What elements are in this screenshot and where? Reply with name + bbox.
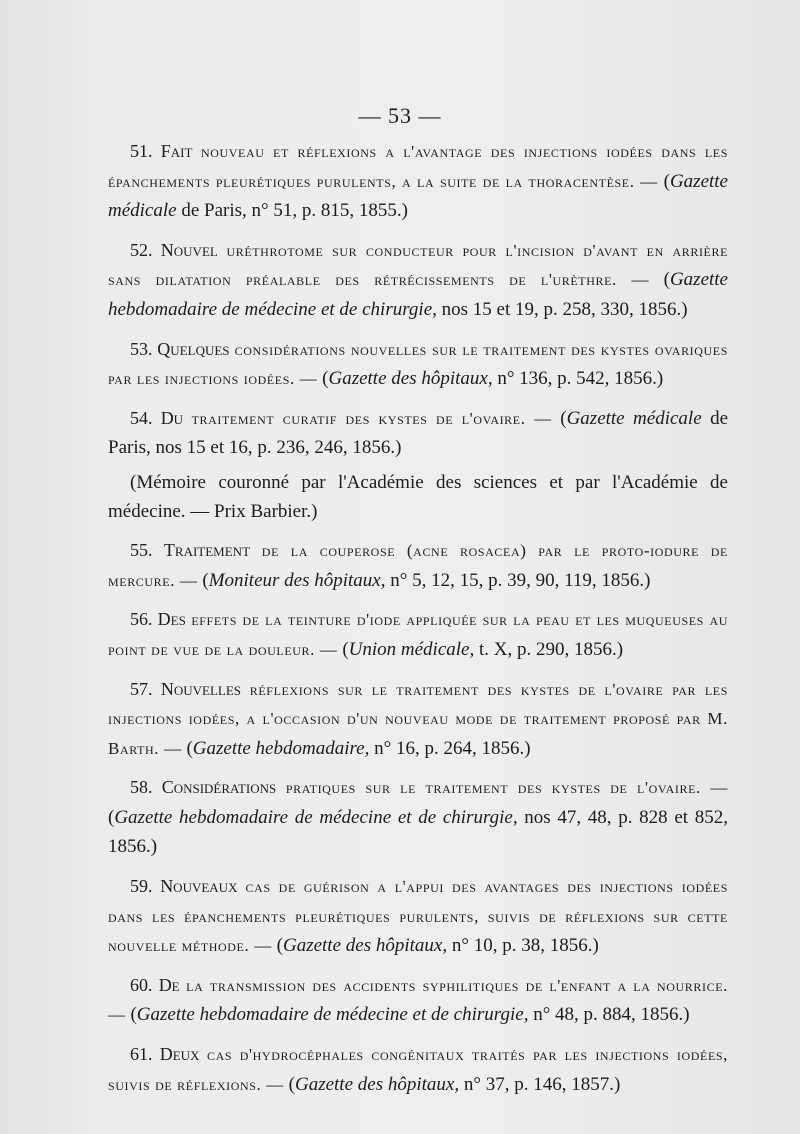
bibliography-entry: 58. Considérations pratiques sur le traitement des kystes de l'ovaire. — (Gazette hebdomadaire de médecine et de chirurgie, nos 47, 48, p. 828 et 852, 1856.)	[108, 777, 728, 858]
entry-title: nouveau et réflexions a l'avantage des injections iodées dans les épanchements pleurétiques purulents, a la suite de la thoracentèse. —	[108, 142, 728, 191]
entry-lead: Des	[157, 609, 186, 630]
bibliography-entry: 55. Traitement de la couperose (acne rosacea) par le proto-iodure de mercure. — (Moniteur des hôpitaux, n° 5, 12, 15, p. 39, 90, 119, 1856.)	[108, 540, 728, 591]
publication-details: n° 5, 12, 15, p. 39, 90, 119, 1856.)	[385, 569, 651, 591]
entry-lead: Du	[160, 407, 184, 428]
bibliography-entry: 59. Nouveaux cas de guérison a l'appui des avantages des injections iodées dans les épanchements pleurétiques purulents, suivis de réflexions sur cette nouvelle méthode. — (Gazette des hôpitaux, n° 10, p. 38, 1856.)	[108, 876, 729, 957]
publication-details: n° 10, p. 38, 1856.)	[447, 935, 599, 957]
bibliography-entry: 53. Quelques considérations nouvelles sur le traitement des kystes ovariques par les injections iodées. — (Gazette des hôpitaux, n° 136, p. 542, 1856.)	[108, 338, 729, 390]
entry-title: considérations nouvelles sur le traitement des kystes ovariques par les injections iodées. —	[108, 339, 729, 389]
entry-title: la transmission des accidents syphilitiques de l'enfant a la nourrice. —	[108, 975, 728, 1025]
publication-name: Gazette hebdomadaire de médecine et de chirurgie,	[136, 1004, 529, 1026]
bibliography-entry: 57. Nouvelles réflexions sur le traitement des kystes de l'ovaire par les injections iodées, a l'occasion d'un nouveau mode de traitement proposé par M. Barth. — (Gazette hebdomadaire, n° 16, p. 264, 1856.)	[108, 678, 729, 759]
entry-number: 60.	[130, 974, 153, 995]
entry-number: 52.	[130, 239, 153, 260]
entry-number: 57.	[130, 678, 153, 699]
entry-title: de la couperose (acne rosacea) par le proto-iodure de mercure. —	[108, 541, 728, 590]
publication-details: de Paris, n° 51, p. 815, 1855.)	[176, 200, 408, 222]
publication-details: t. X, p. 290, 1856.)	[474, 638, 624, 660]
publication-details: nos 47, 48, p. 828 et 852, 1856.)	[108, 806, 728, 858]
publication-name: Gazette des hôpitaux,	[294, 1073, 460, 1095]
award-note: (Mémoire couronné par l'Académie des sciences et par l'Académie de médecine. — Prix Barbier.)	[108, 471, 728, 522]
entry-lead: Nouvel	[160, 239, 218, 260]
entry-lead: De	[158, 974, 180, 995]
entry-lead: Quelques	[157, 338, 230, 359]
publication-name: Moniteur des hôpitaux,	[208, 569, 386, 591]
bibliography-entry: 60. De la transmission des accidents syphilitiques de l'enfant a la nourrice. — (Gazette hebdomadaire de médecine et de chirurgie, n° 48, p. 884, 1856.)	[108, 974, 728, 1026]
entry-title: uréthrotome sur conducteur pour l'incision d'avant en arrière sans dilatation préalable des rétrécissements de l'urèthre. —	[108, 240, 728, 290]
publication-name: Gazette hebdomadaire,	[192, 737, 370, 759]
publication-details: n° 136, p. 542, 1856.)	[492, 368, 664, 390]
entry-number: 56.	[130, 609, 153, 630]
entry-title: effets de la teinture d'iode appliquée sur la peau et les muqueuses au point de vue de la douleur. —	[108, 610, 729, 659]
entry-number: 53.	[130, 338, 153, 359]
publication-details: n° 48, p. 884, 1856.)	[528, 1004, 690, 1026]
entry-title: cas d'hydrocéphales congénitaux traités par les injections iodées, suivis de réflexions. —	[108, 1045, 729, 1094]
entry-lead: Traitement	[163, 540, 251, 561]
page-number: — 53 —	[358, 103, 442, 128]
bibliography-list	[108, 137, 728, 1109]
entry-lead: Nouveaux	[160, 876, 238, 897]
bibliography-entry: 56. Des effets de la teinture d'iode appliquée sur la peau et les muqueuses au point de vue de la douleur. — (Union médicale, t. X, p. 290, 1856.)	[108, 609, 729, 660]
entry-number: 51.	[130, 141, 153, 161]
entry-title: traitement curatif des kystes de l'ovaire. —	[183, 408, 561, 428]
publication-name: Gazette des hôpitaux,	[282, 935, 448, 957]
entry-number: 55.	[130, 540, 153, 561]
publication-name: Gazette des hôpitaux,	[328, 368, 493, 390]
bibliography-entry: 61. Deux cas d'hydrocéphales congénitaux traités par les injections iodées, suivis de réflexions. — (Gazette des hôpitaux, n° 37, p. 146, 1857.)	[108, 1044, 729, 1095]
publication-name: Union médicale,	[348, 638, 475, 660]
entry-number: 61.	[130, 1044, 153, 1065]
bibliography-entry: 54. Du traitement curatif des kystes de l'ovaire. — (Gazette médicale de Paris, nos 15 et 16, p. 236, 246, 1856.)	[108, 407, 729, 459]
publication-details: nos 15 et 19, p. 258, 330, 1856.)	[436, 298, 688, 320]
publication-name: Gazette hebdomadaire de médecine et de chirurgie,	[108, 269, 728, 320]
entry-lead: Fait	[160, 141, 193, 161]
entry-lead: Deux	[159, 1044, 200, 1065]
entry-title: réflexions sur le traitement des kystes de l'ovaire par les injections iodées, a l'occasion d'un nouveau mode de traitement proposé par M. Barth. —	[108, 679, 729, 758]
entry-number: 58.	[130, 777, 153, 798]
entry-number: 54.	[130, 407, 153, 428]
entry-title: pratiques sur le traitement des kystes de l'ovaire. —	[276, 778, 728, 798]
publication-name: Gazette hebdomadaire de médecine et de chirurgie,	[114, 806, 518, 828]
publication-details: de Paris, nos 15 et 16, p. 236, 246, 1856.)	[108, 407, 729, 459]
entry-number: 59.	[130, 876, 153, 897]
publication-name: Gazette médicale	[566, 407, 702, 429]
entry-title: cas de guérison a l'appui des avantages des injections iodées dans les épanchements pleurétiques purulents, suivis de réflexions sur cette nouvelle méthode. —	[108, 877, 729, 956]
bibliography-entry: 51. Fait nouveau et réflexions a l'avantage des injections iodées dans les épanchements pleurétiques purulents, a la suite de la thoracentèse. — (Gazette médicale de Paris, n° 51, p. 815, 1855.)	[108, 141, 728, 222]
entry-lead: Considérations	[161, 777, 277, 798]
publication-details: n° 16, p. 264, 1856.)	[369, 737, 531, 759]
entry-lead: Nouvelles	[160, 678, 242, 699]
publication-details: n° 37, p. 146, 1857.)	[459, 1073, 621, 1095]
publication-name: Gazette médicale	[108, 170, 728, 222]
bibliography-entry: 52. Nouvel uréthrotome sur conducteur pour l'incision d'avant en arrière sans dilatation préalable des rétrécissements de l'urèthre. — (Gazette hebdomadaire de médecine et de chirurgie, nos 15 et 19, p. 258, 330, 1856.)	[108, 239, 728, 320]
